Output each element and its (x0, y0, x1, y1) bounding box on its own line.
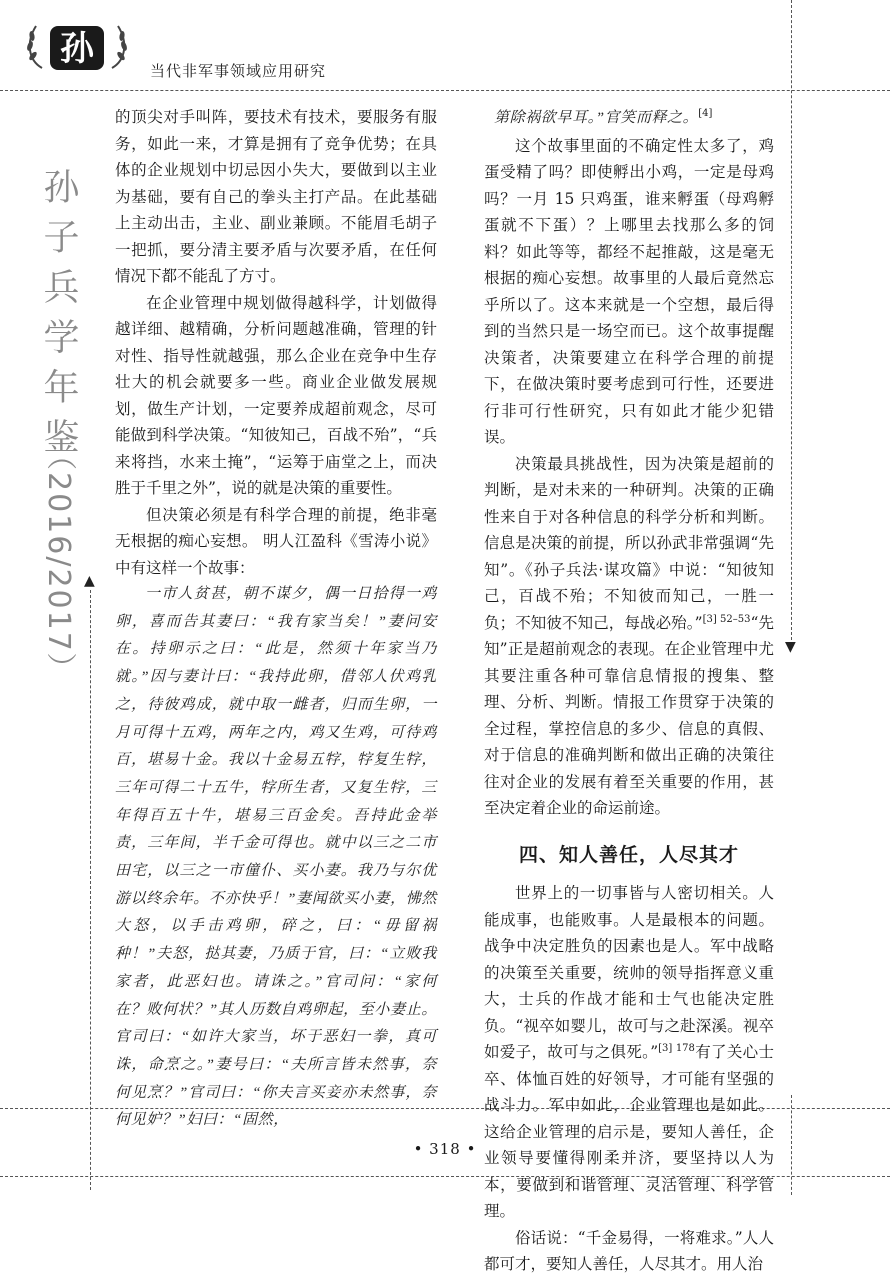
right-paragraph-2-text-a: 决策最具挑战性，因为决策是超前的判断，是对未来的一种研判。决策的正确性来自于对各种信息的科学分析和判断。信息是决策的前提，所以孙武非常强调“先知”。《孙子兵法·谋攻篇》中说：“知彼知己，百战不殆；不知彼而知己，一胜一负；不知彼不知己，每战必殆。” (484, 454, 774, 632)
right-paragraph-3-text-b: 有了关心士卒、体恤百姓的好领导，才可能有坚强的战斗力。军中如此，企业管理也是如此。这给企业管理的启示是，要知人善任，企业领导要懂得刚柔并济，要坚持以人为本，要做到和谐管理、灵活管理、科学管理。 (484, 1043, 774, 1221)
right-paragraph-2-text-b: “先知”正是超前观念的表现。在企业管理中尤其要注重各种可靠信息情报的搜集、整理、分析、判断。情报工作贯穿于决策的全过程，掌控信息的多少、信息的真假、对于信息的准确判断和做出正确的决策往往对企业的发展有着至关重要的作用，甚至决定着企业的命运前途。 (484, 613, 774, 818)
right-paragraph-2 (484, 451, 774, 822)
down-arrow-icon: ▼ (785, 639, 796, 655)
top-dashed-rule (0, 90, 890, 91)
left-column (115, 104, 437, 1135)
citation-ref: [3] 178 (658, 1043, 695, 1055)
book-title: 孙子兵学年鉴 (38, 168, 79, 468)
right-paragraph-4: 俗话说：“千金易得，一将难求。”人人都可才，要知人善任，人尽其才。用人治 (484, 1228, 774, 1274)
right-paragraph-3-text-a: 世界上的一切事皆与人密切相关。人能成事，也能败事。人是最根本的问题。战争中决定胜负的因素也是人。军中战略的决策至关重要，统帅的领导指挥意义重大，士兵的作战才能和士气也能决定胜负。“视卒如婴儿，故可与之赴深溪。视卒如爱子，故可与之俱死。” (484, 884, 774, 1062)
left-margin-dashed-line (90, 590, 91, 1190)
left-paragraph-2: 在企业管理中规划做得越科学，计划做得越详细、越精确，分析问题越准确，管理的针对性、指导性就越强，那么企业在竞争中生存壮大的机会就要多一些。商业企业做发展规划，做生产计划，一定要养成超前观念，尽可能做到科学决策。“知彼知己，百战不殆”，“兵来将挡，水来土掩”，“运筹于庙堂之上，而决胜于千里之外”，说的就是决策的重要性。 (115, 293, 437, 497)
citation-ref: [4] (698, 107, 713, 119)
story-quote-end (484, 104, 774, 133)
left-paragraph-1: 的顶尖对手叫阵，要技术有技术，要服务有服务，如此一来，才算是拥有了竞争优势；在具体的企业规划中切忌因小失大，要做到以主业为基础，要有自己的拳头主打产品。在此基础上主动出击，主业、副业兼顾。不能眉毛胡子一把抓，要分清主要矛盾与次要矛盾，在任何情况下都不能乱了方寸。 (115, 108, 437, 285)
emblem-glyph: 孙 (60, 29, 94, 69)
running-header: 当代非军事领域应用研究 (150, 62, 327, 80)
right-column (484, 104, 774, 1278)
right-paragraph-3 (484, 880, 774, 1225)
story-end-text: 第除祸欲早耳。”官笑而释之。 (494, 110, 699, 126)
book-year: （2016/2017） (41, 440, 76, 685)
left-paragraph-3: 但决策必须是有科学合理的前提，绝非毫无根据的痴心妄想。 明人江盈科《雪涛小说》中有这样一个故事： (115, 505, 437, 577)
up-arrow-icon: ▲ (84, 573, 95, 589)
citation-ref: [3] 52–53 (702, 613, 751, 625)
right-paragraph-1: 这个故事里面的不确定性太多了，鸡蛋受精了吗？即使孵出小鸡，一定是母鸡吗？一月 15 只鸡蛋，谁来孵蛋（母鸡孵蛋就不下蛋）？上哪里去找那么多的饲料？如此等等，都经不起推敲，这是毫无根据的痴心妄想。故事里的人最后竟然忘乎所以了。这本来就是一个空想，最后得到的当然只是一场空而已。这个故事提醒决策者，决策要建立在科学合理的前提下，在做决策时要考虑到可行性，还要进行非可行性研究，只有如此才能少犯错误。 (484, 136, 774, 447)
page-number: • 318 • (413, 1140, 477, 1158)
right-margin-dashed-line (791, 0, 792, 640)
section-heading: 四、知人善任，人尽其才 (518, 843, 739, 866)
story-quote: 一市人贫甚，朝不谋夕，偶一日拾得一鸡卵，喜而告其妻曰：“我有家当矣！”妻问安在。持卵示之曰：“此是，然须十年家当乃就。”因与妻计曰：“我持此卵，借邻人伏鸡乳之，待彼鸡成，就中取一雌者，归而生卵，一月可得十五鸡，两年之内，鸡又生鸡，可待鸡百，堪易十金。我以十金易五牸，牸复生牸，三年可得二十五牛，牸所生者，又复生牸，三年得百五十牛，堪易三百金矣。吾持此金举责，三年间，半千金可得也。就中以三之二市田宅，以三之一市僮仆、买小妻。我乃与尔优游以终余年。不亦快乎！”妻闻欲买小妻，怫然大怒，以手击鸡卵，碎之，曰：“毋留祸种！”夫怒，挞其妻，乃质于官，曰：“立败我家者，此恶妇也。请诛之。”官司问：“家何在？败何状？”其人历数自鸡卵起，至小妻止。官司曰：“如许大家当，坏于恶妇一拳，真可诛，命烹之。”妻号曰：“夫所言皆未然事，奈何见烹？”官司曰：“你夫言买妾亦未然事，奈何见妒？”妇曰：“固然， (115, 586, 437, 1129)
yearbook-emblem (22, 16, 132, 76)
